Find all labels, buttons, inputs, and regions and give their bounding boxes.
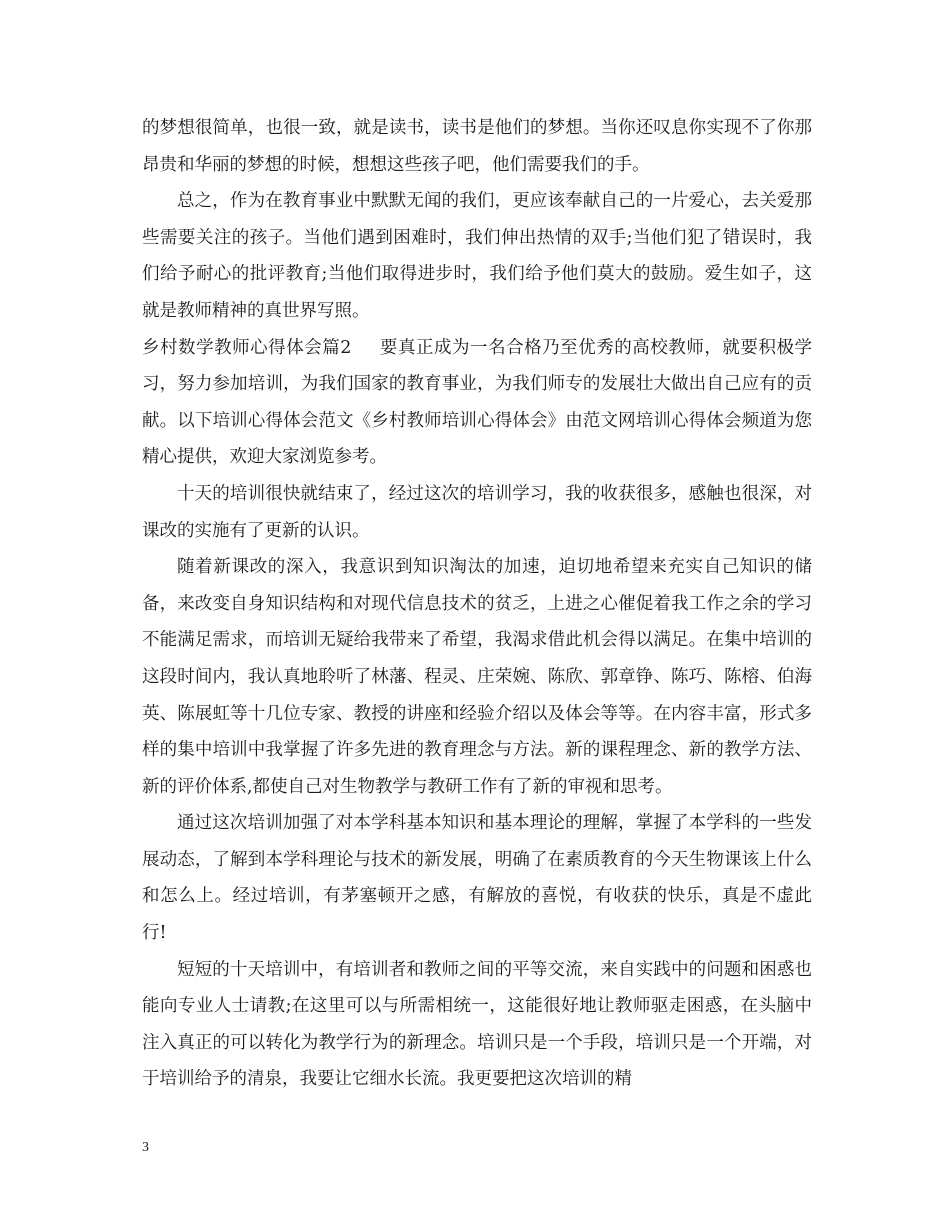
paragraph-section-start [142, 330, 812, 476]
paragraph-curriculum-reform: 随着新课改的深入，我意识到知识淘汰的加速，迫切地希望来充实自己知识的储备，来改变自身知识结构和对现代信息技术的贫乏，上进之心催促着我工作之余的学习不能满足需求，而培训无疑给我带来了希望，我渴求借此机会得以满足。在集中培训的这段时间内，我认真地聆听了林藩、程灵、庄荣婉、陈欣、郭章铮、陈巧、陈榕、伯海英、陈展虹等十几位专家、教授的讲座和经验介绍以及体会等等。在内容丰富，形式多样的集中培训中我掌握了许多先进的教育理念与方法。新的课程理念、新的教学方法、新的评价体系,都使自己对生物教学与教研工作有了新的审视和思考。 [142, 557, 812, 797]
paragraph-continuation: 的梦想很简单，也很一致，就是读书，读书是他们的梦想。当你还叹息你实现不了你那昂贵和华丽的梦想的时候，想想这些孩子吧，他们需要我们的手。 [142, 118, 812, 175]
section-intro-text: 要真正成为一名合格乃至优秀的高校教师，就要积极学习，努力参加培训，为我们国家的教育事业，为我们师专的发展壮大做出自己应有的贡献。以下培训心得体会范文《乡村教师培训心得体会》由范文网培训心得体会频道为您精心提供，欢迎大家浏览参考。 [142, 337, 812, 468]
section-heading: 乡村数学教师心得体会篇2 [142, 337, 352, 358]
body-text [142, 110, 812, 1098]
page-number: 3 [142, 1140, 149, 1155]
paragraph-conclusion: 总之，作为在教育事业中默默无闻的我们，更应该奉献自己的一片爱心，去关爱那些需要关注的孩子。当他们遇到困难时，我们伸出热情的双手;当他们犯了错误时，我们给予耐心的批评教育;当他们取得进步时，我们给予他们莫大的鼓励。爱生如子，这就是教师精神的真世界写照。 [142, 191, 812, 321]
paragraph-training-end: 十天的培训很快就结束了，经过这次的培训学习，我的收获很多，感触也很深，对课改的实施有了更新的认识。 [142, 483, 812, 541]
paragraph-subject-knowledge: 通过这次培训加强了对本学科基本知识和基本理论的理解，掌握了本学科的一些发展动态，了解到本学科理论与技术的新发展，明确了在素质教育的今天生物课该上什么和怎么上。经过培训，有茅塞顿开之感，有解放的喜悦，有收获的快乐，真是不虚此行! [142, 813, 812, 944]
paragraph-ten-days: 短短的十天培训中，有培训者和教师之间的平等交流，来自实践中的问题和困惑也能向专业人士请教;在这里可以与所需相统一，这能很好地让教师驱走困惑，在头脑中注入真正的可以转化为教学行为的新理念。培训只是一个手段，培训只是一个开端，对于培训给予的清泉，我要让它细水长流。我更要把这次培训的精 [142, 959, 812, 1090]
